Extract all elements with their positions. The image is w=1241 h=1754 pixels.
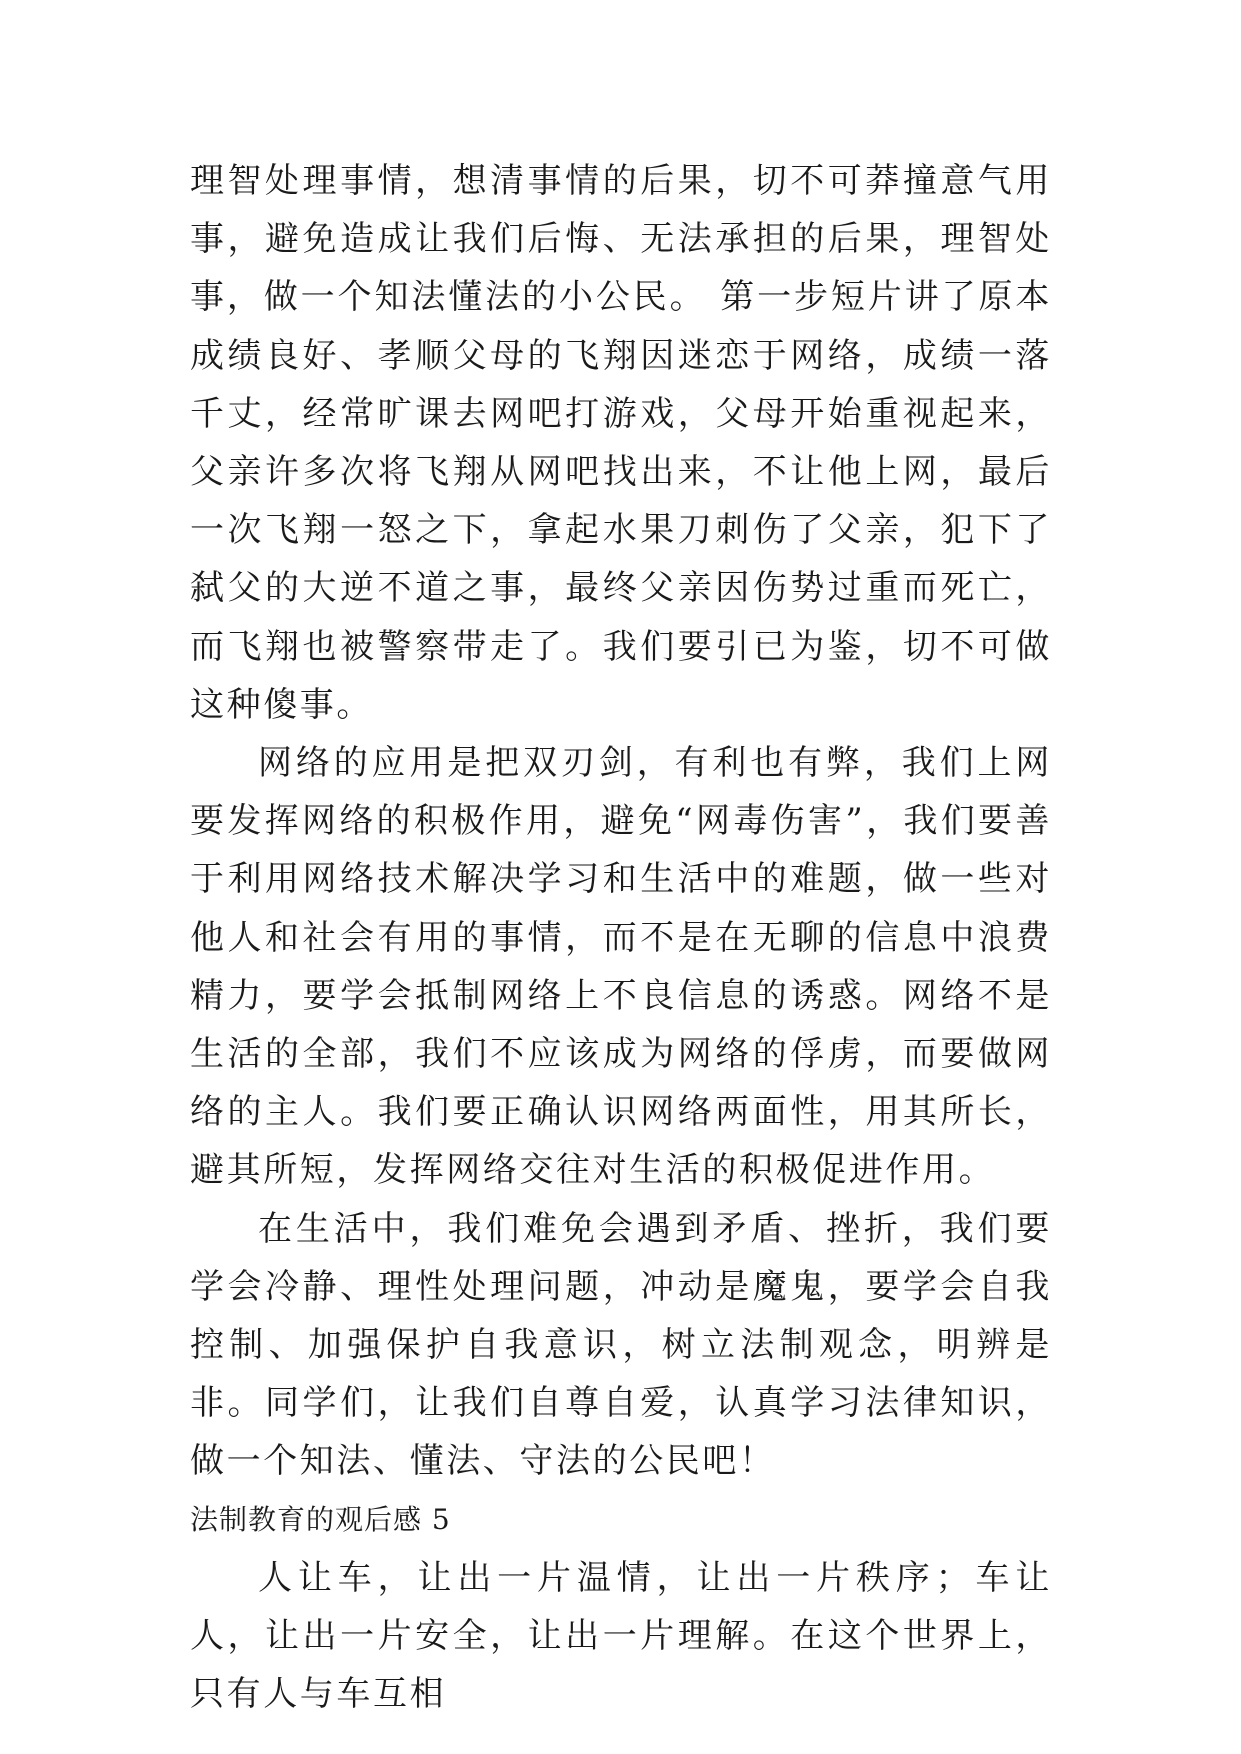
body-paragraph: 人让车，让出一片温情，让出一片秩序；车让人，让出一片安全，让出一片理解。在这个世界上，只有人与车互相	[190, 1557, 1052, 1715]
body-paragraph: 理智处理事情，想清事情的后果，切不可莽撞意气用事，避免造成让我们后悔、无法承担的后果，理智处事，做一个知法懂法的小公民。 第一步短片讲了原本成绩良好、孝顺父母的飞翔因迷恋于网络，成绩一落千丈，经常旷课去网吧打游戏，父母开始重视起来，父亲许多次将飞翔从网吧找出来，不让他上网，最后一次飞翔一怒之下，拿起水果刀刺伤了父亲，犯下了弑父的大逆不道之事，最终父亲因伤势过重而死亡，而飞翔也被警察带走了。我们要引已为鉴，切不可做这种傻事。	[190, 161, 1052, 725]
section-heading: 法制教育的观后感 5	[190, 1502, 451, 1536]
body-paragraph: 在生活中，我们难免会遇到矛盾、挫折，我们要学会冷静、理性处理问题，冲动是魔鬼，要学会自我控制、加强保护自我意识，树立法制观念，明辨是非。同学们，让我们自尊自爱，认真学习法律知识，做一个知法、懂法、守法的公民吧！	[190, 1208, 1052, 1482]
document-page	[190, 152, 1052, 1723]
body-paragraph: 网络的应用是把双刃剑，有利也有弊，我们上网要发挥网络的积极作用，避免“网毒伤害”，我们要善于利用网络技术解决学习和生活中的难题，做一些对他人和社会有用的事情，而不是在无聊的信息中浪费精力，要学会抵制网络上不良信息的诱惑。网络不是生活的全部，我们不应该成为网络的俘虏，而要做网络的主人。我们要正确认识网络两面性，用其所长，避其所短，发挥网络交往对生活的积极促进作用。	[190, 743, 1052, 1191]
